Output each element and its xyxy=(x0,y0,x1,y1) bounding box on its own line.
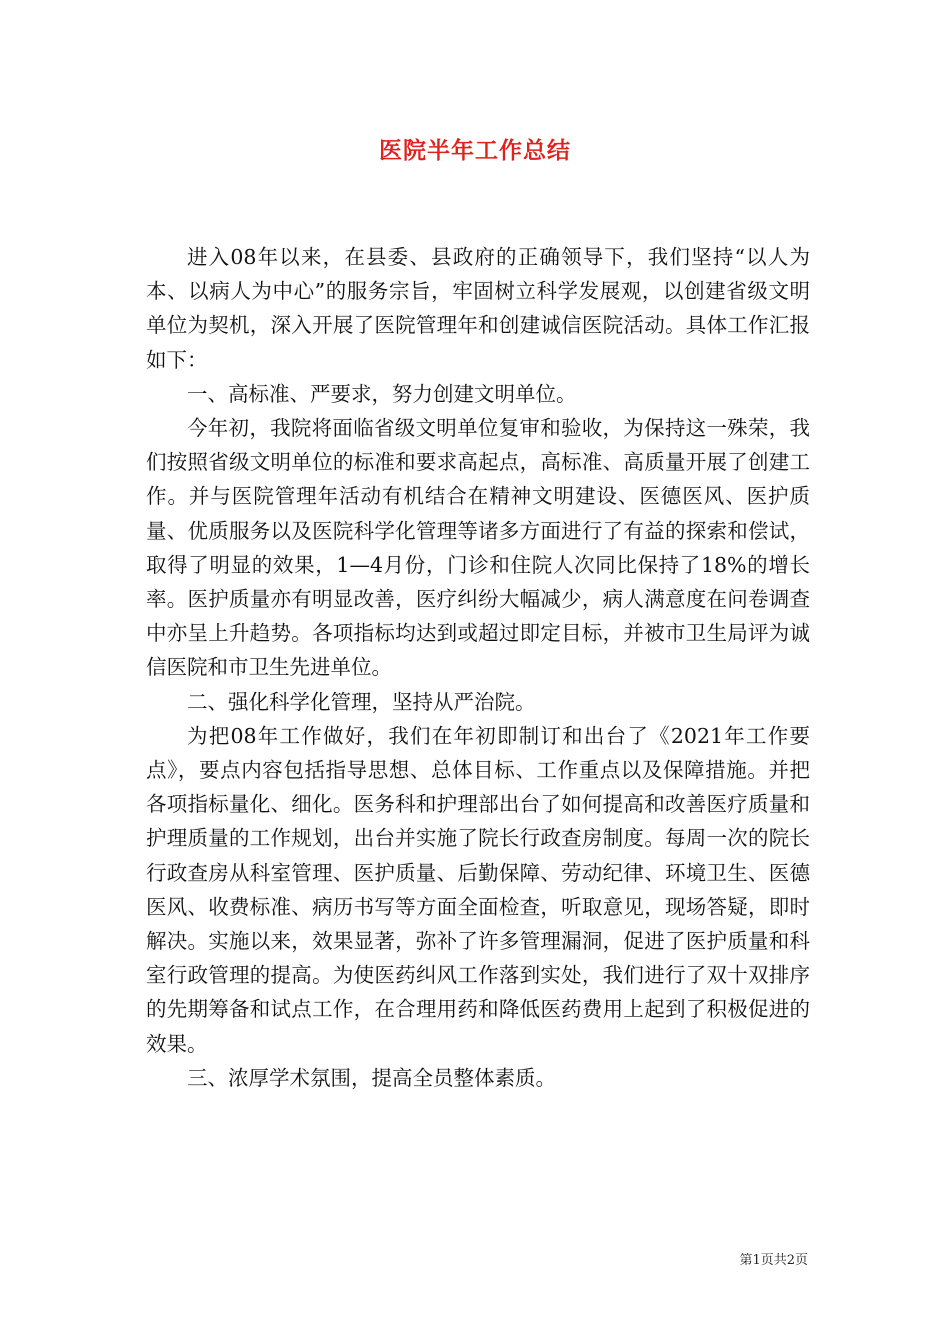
paragraph-section-2: 为把08年工作做好，我们在年初即制订和出台了《2021年工作要点》，要点内容包括指导思想、总体目标、工作重点以及保障措施。并把各项指标量化、细化。医务科和护理部出台了如何提高和改善医疗质量和护理质量的工作规划，出台并实施了院长行政查房制度。每周一次的院长行政查房从科室管理、医护质量、后勤保障、劳动纪律、环境卫生、医德医风、收费标准、病历书写等方面全面检查，听取意见，现场答疑，即时解决。实施以来，效果显著，弥补了许多管理漏洞，促进了医护质量和科室行政管理的提高。为使医药纠风工作落到实处，我们进行了双十双排序的先期筹备和试点工作，在合理用药和降低医药费用上起到了积极促进的效果。 xyxy=(146,723,810,1056)
document-body xyxy=(146,240,810,1095)
document-title: 医院半年工作总结 xyxy=(379,137,571,164)
paragraph-section-1: 今年初，我院将面临省级文明单位复审和验收，为保持这一殊荣，我们按照省级文明单位的标准和要求高起点，高标准、高质量开展了创建工作。并与医院管理年活动有机结合在精神文明建设、医德医风、医护质量、优质服务以及医院科学化管理等诸多方面进行了有益的探索和偿试，取得了明显的效果，1—4月份，门诊和住院人次同比保持了18%的增长率。医护质量亦有明显改善，医疗纠纷大幅减少，病人满意度在问卷调查中亦呈上升趋势。各项指标均达到或超过即定目标，并被市卫生局评为诚信医院和市卫生先进单位。 xyxy=(146,416,810,680)
paragraph-intro: 进入08年以来，在县委、县政府的正确领导下，我们坚持“以人为本、以病人为中心”的服务宗旨，牢固树立科学发展观，以创建省级文明单位为契机，深入开展了医院管理年和创建诚信医院活动。具体工作汇报如下： xyxy=(146,245,810,372)
section-heading-1: 一、高标准、严要求，努力创建文明单位。 xyxy=(187,381,577,406)
section-heading-2: 二、强化科学化管理，坚持从严治院。 xyxy=(187,689,536,714)
section-heading-3: 三、浓厚学术氛围，提高全员整体素质。 xyxy=(187,1065,556,1090)
page-number: 第1页共2页 xyxy=(739,1253,808,1268)
